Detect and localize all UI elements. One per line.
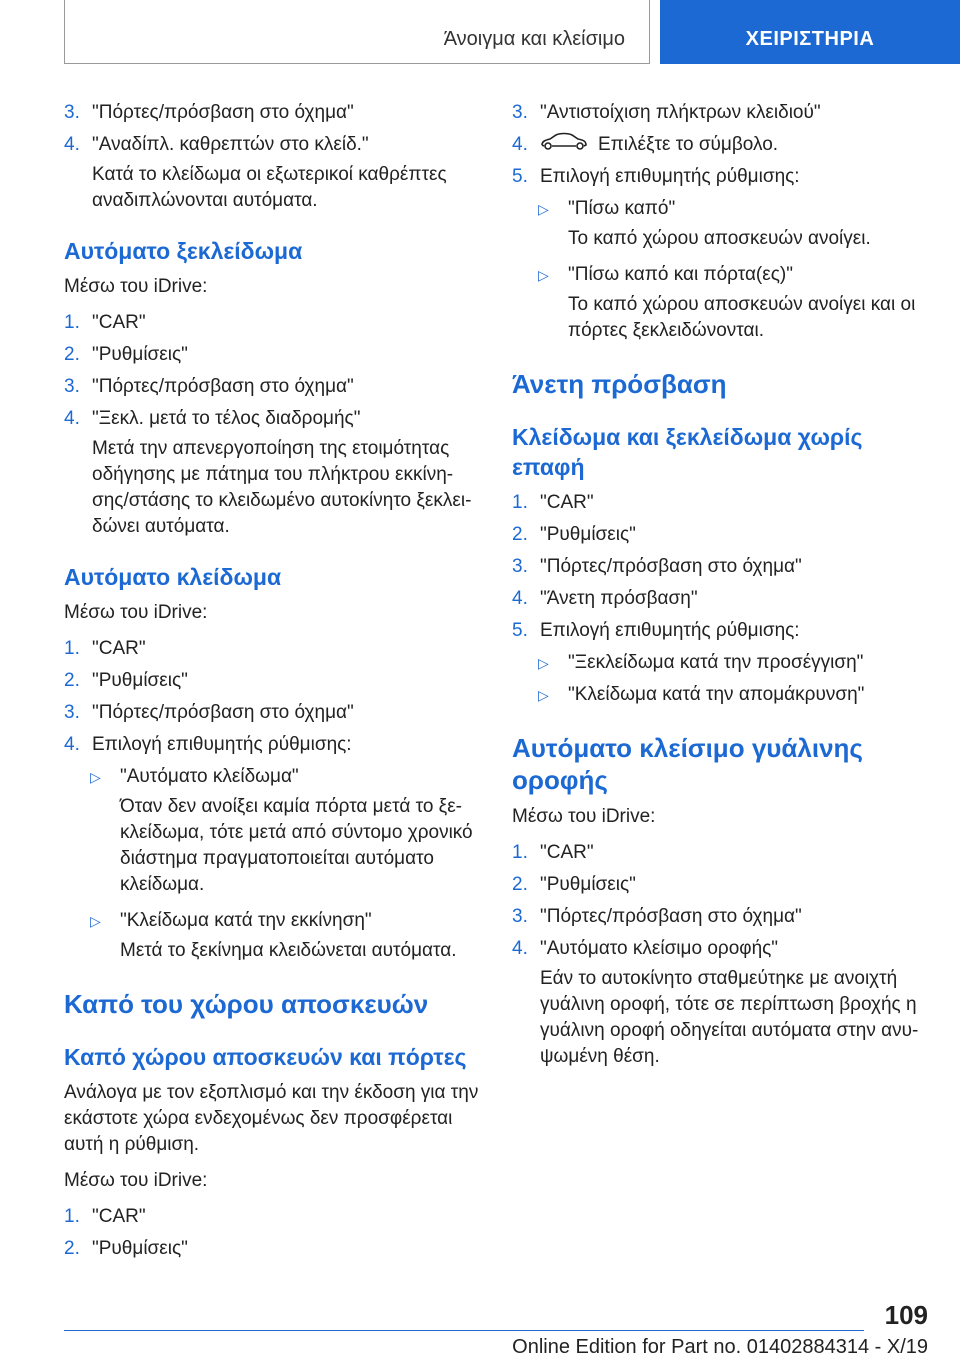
via-idrive: Μέσω του iDrive: — [64, 1170, 208, 1191]
header-section-box — [64, 0, 650, 64]
list-description: Κατά το κλείδωμα οι εξωτερικοί καθρέπτες αναδιπλώνονται αυτόματα. — [92, 164, 447, 211]
via-idrive: Μέσω του iDrive: — [512, 806, 656, 828]
option-text: "Κλείδωμα κατά την απομάκρυνση" — [568, 684, 865, 706]
list-text: "CAR" — [92, 1206, 146, 1227]
header-chapter-label: ΧΕΙΡΙΣΤΗΡΙΑ — [745, 28, 875, 50]
list-text: "Αυτόματο κλείσιμο οροφής" — [540, 938, 779, 960]
list-item — [512, 840, 930, 866]
list-text: "Πόρτες/πρόσβαση στο όχημα" — [92, 102, 354, 123]
right-column — [512, 100, 930, 1080]
list-text: "Ρυθμίσεις" — [92, 344, 188, 365]
list-text: "Ρυθμίσεις" — [92, 1238, 188, 1259]
list-number: 4. — [512, 588, 528, 610]
option-description: Το καπό χώρου αποσκευών ανοίγει. — [568, 228, 871, 250]
list-item — [512, 132, 930, 158]
list-text: "Αντιστοίχιση πλήκτρων κλειδιού" — [540, 102, 821, 123]
list-item — [64, 636, 482, 662]
heading-trunk-lid: Καπό του χώρου αποσκευών — [64, 989, 429, 1019]
list-number: 1. — [512, 842, 528, 864]
via-idrive: Μέσω του iDrive: — [64, 602, 208, 623]
list-number: 3. — [64, 702, 80, 723]
list-number: 2. — [512, 524, 528, 546]
footer-edition: Online Edition for Part no. 01402884314 - X/19 — [512, 1336, 928, 1358]
heading-trunk-and-doors: Καπό χώρου αποσκευών και πόρτες — [64, 1044, 467, 1070]
via-idrive: Μέσω του iDrive: — [64, 276, 208, 297]
list-text: "Πόρτες/πρόσβαση στο όχημα" — [92, 376, 354, 397]
list-text: "CAR" — [92, 312, 146, 333]
list-number: 2. — [64, 1238, 80, 1259]
page-number: 109 — [884, 1300, 928, 1330]
option-item — [64, 908, 482, 934]
option-description: Όταν δεν ανοίξει καμία πόρτα μετά το ξεκλείδωμα, τότε μετά από σύντομο χρονικό διάστημα πραγματοποιείται αυτόματο κλείδωμα. — [120, 796, 473, 895]
heading-auto-unlock: Αυτόματο ξεκλείδωμα — [64, 238, 303, 264]
list-number: 3. — [512, 906, 528, 928]
heading-comfort-access: Άνετη πρόσβαση — [512, 369, 727, 400]
list-text: "Ξεκλ. μετά το τέλος διαδρομής" — [92, 408, 361, 429]
list-number: 4. — [512, 134, 528, 155]
triangle-right-icon: ▷ — [90, 913, 101, 929]
option-item — [512, 262, 930, 288]
car-icon — [540, 132, 588, 158]
list-item — [64, 1236, 482, 1262]
list-item — [512, 522, 930, 548]
option-description: Το καπό χώρου αποσκευών ανοίγει και οι πόρτες ξεκλειδώνονται. — [568, 294, 916, 342]
list-item — [512, 618, 930, 644]
list-number: 3. — [512, 556, 528, 578]
list-item — [64, 700, 482, 726]
option-text: "Πίσω καπό" — [568, 198, 676, 220]
list-text: "Ρυθμίσεις" — [540, 874, 636, 896]
list-number: 1. — [64, 1206, 80, 1227]
list-item — [512, 872, 930, 898]
option-item — [512, 682, 930, 708]
list-number: 5. — [512, 166, 528, 188]
list-number: 4. — [64, 734, 80, 755]
option-text: "Κλείδωμα κατά την εκκίνηση" — [120, 910, 372, 931]
triangle-right-icon: ▷ — [90, 769, 101, 785]
list-item — [512, 164, 930, 190]
list-text: "Ρυθμίσεις" — [92, 670, 188, 691]
option-text: "Ξεκλείδωμα κατά την προσέγγιση" — [568, 652, 864, 674]
list-item — [64, 406, 482, 432]
list-text: "Άνετη πρόσβαση" — [540, 588, 698, 610]
list-text: Επιλογή επιθυμητής ρύθμισης: — [540, 166, 800, 188]
triangle-right-icon: ▷ — [538, 655, 549, 672]
list-number: 1. — [64, 312, 80, 333]
triangle-right-icon: ▷ — [538, 201, 549, 218]
list-item — [512, 936, 930, 962]
list-text: "Πόρτες/πρόσβαση στο όχημα" — [540, 556, 802, 578]
triangle-right-icon: ▷ — [538, 687, 549, 704]
list-number: 2. — [64, 670, 80, 691]
list-item — [64, 1204, 482, 1230]
list-item — [64, 310, 482, 336]
header-section-title: Άνοιγμα και κλείσιμο — [443, 28, 625, 50]
list-item — [64, 668, 482, 694]
option-item — [512, 650, 930, 676]
list-item — [64, 342, 482, 368]
list-item — [512, 586, 930, 612]
list-item — [64, 100, 482, 126]
list-number: 5. — [512, 620, 528, 642]
trunk-intro: Ανάλογα με τον εξοπλισμό και την έκδοση για την εκάστοτε χώρα ενδεχομένως δεν προσφέρεται αυτή η ρύθμιση. — [64, 1082, 479, 1155]
list-text: "Πόρτες/πρόσβαση στο όχημα" — [92, 702, 354, 723]
list-item — [64, 374, 482, 400]
list-number: 4. — [512, 938, 528, 960]
option-text: "Πίσω καπό και πόρτα(ες)" — [568, 264, 793, 286]
list-number: 1. — [512, 492, 528, 514]
option-item — [64, 764, 482, 790]
list-number: 3. — [64, 376, 80, 397]
list-number: 1. — [64, 638, 80, 659]
list-description: Εάν το αυτοκίνητο σταθμεύτηκε με ανοιχτή γυάλινη οροφή, τότε σε περίπτωση βροχής η γυάλινη οροφή οδηγείται αυτόματα στην ανυψωμένη θέση. — [540, 968, 919, 1068]
list-item — [512, 490, 930, 516]
list-number: 3. — [64, 102, 80, 123]
list-text: "CAR" — [92, 638, 146, 659]
list-item — [512, 554, 930, 580]
heading-auto-lock: Αυτόματο κλείδωμα — [64, 564, 282, 590]
list-number: 2. — [512, 874, 528, 896]
list-text: "CAR" — [540, 842, 594, 864]
list-text: Επιλέξτε το σύμβολο. — [598, 134, 779, 156]
footer-divider — [64, 1330, 864, 1331]
header-chapter-tab[interactable] — [660, 0, 960, 64]
list-number: 3. — [512, 102, 528, 123]
list-number: 2. — [64, 344, 80, 365]
list-text: "Πόρτες/πρόσβαση στο όχημα" — [540, 906, 802, 928]
list-item — [64, 132, 482, 158]
list-text: Επιλογή επιθυμητής ρύθμισης: — [540, 620, 800, 642]
list-description: Μετά την απενεργοποίηση της ετοιμότητας οδήγησης με πάτημα του πλήκτρου εκκίνησης/στάσης το κλειδωμένο αυτοκίνητο ξεκλειδώνει αυτόματα. — [92, 438, 472, 537]
list-text: Επιλογή επιθυμητής ρύθμισης: — [92, 734, 352, 755]
list-number: 4. — [64, 408, 80, 429]
option-item — [512, 196, 930, 222]
option-text: "Αυτόματο κλείδωμα" — [120, 766, 299, 787]
list-item — [512, 100, 930, 126]
list-item — [512, 904, 930, 930]
list-number: 4. — [64, 134, 80, 155]
heading-contactless-lock: Κλείδωμα και ξεκλείδωμα χωρίς επαφή — [512, 424, 863, 481]
heading-auto-roof-close: Αυτόματο κλείσιμο γυάλινης οροφής — [512, 733, 863, 796]
list-text: "CAR" — [540, 492, 594, 514]
left-column — [64, 100, 482, 1268]
list-item — [64, 732, 482, 758]
list-text: "Ρυθμίσεις" — [540, 524, 636, 546]
list-text: "Αναδίπλ. καθρεπτών στο κλείδ." — [92, 134, 369, 155]
option-description: Μετά το ξεκίνημα κλειδώνεται αυτόματα. — [120, 940, 457, 961]
triangle-right-icon: ▷ — [538, 267, 549, 284]
